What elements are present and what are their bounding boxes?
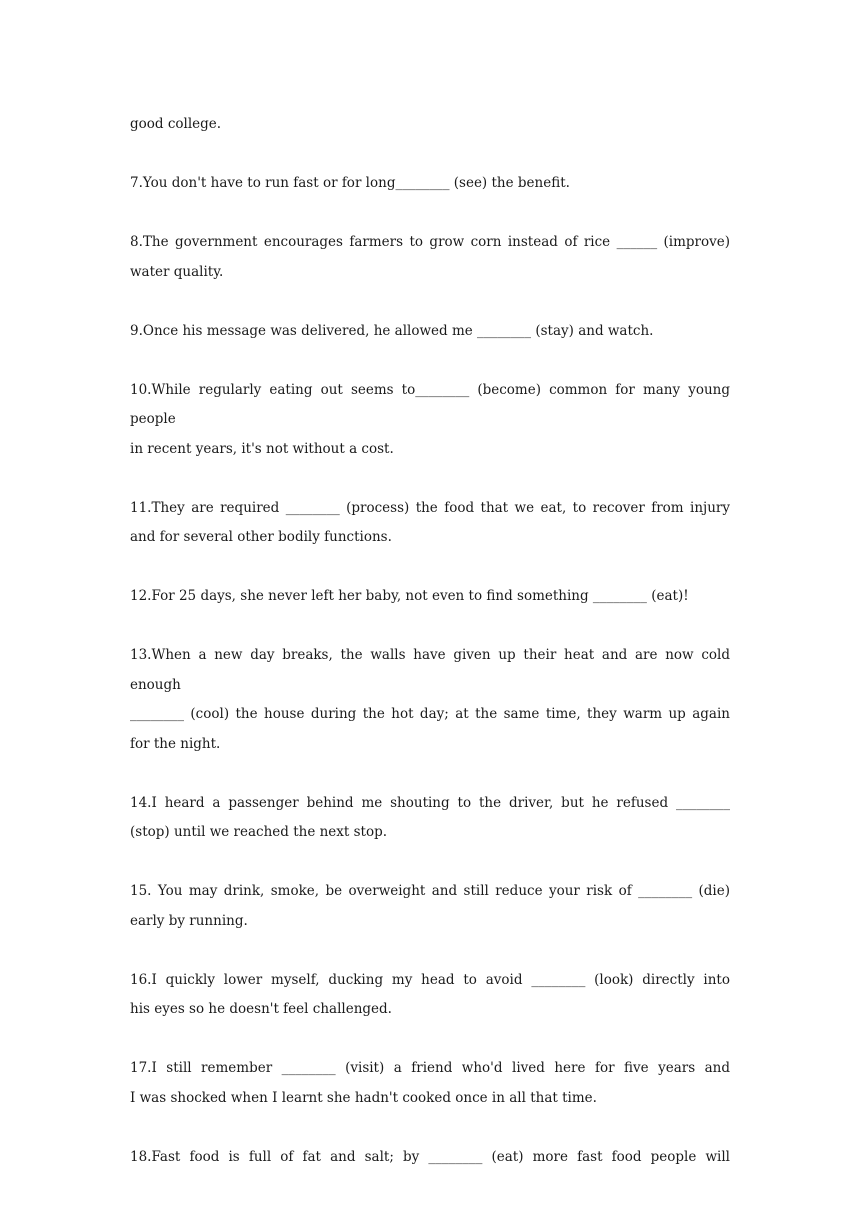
- question-18: [130, 1143, 730, 1173]
- question-line: 14.I heard a passenger behind me shouting to the driver, but he refused ________: [130, 794, 730, 811]
- question-line: water quality.: [130, 263, 224, 280]
- question-11: [130, 494, 730, 553]
- question-line: I was shocked when I learnt she hadn't cooked once in all that time.: [130, 1089, 597, 1106]
- question-line: early by running.: [130, 912, 248, 929]
- question-line: 18.Fast food is full of fat and salt; by ________ (eat) more fast food people will: [130, 1148, 730, 1165]
- question-12: [130, 582, 730, 612]
- exercise-content: [130, 110, 730, 1202]
- question-8: [130, 228, 730, 287]
- question-line: his eyes so he doesn't feel challenged.: [130, 1001, 392, 1017]
- question-line: and for several other bodily functions.: [130, 529, 392, 545]
- question-line: 7.You don't have to run fast or for long________ (see) the benefit.: [130, 175, 570, 191]
- question-13: [130, 641, 730, 759]
- question-line: 8.The government encourages farmers to grow corn instead of rice ______ (improve): [130, 234, 730, 250]
- question-line: for the night.: [130, 735, 221, 752]
- question-line: 9.Once his message was delivered, he allowed me ________ (stay) and watch.: [130, 322, 654, 339]
- question-line: 17.I still remember ________ (visit) a friend who'd lived here for five years and: [130, 1060, 730, 1076]
- question-17: [130, 1054, 730, 1113]
- question-7: [130, 169, 730, 199]
- question-line: (stop) until we reached the next stop.: [130, 824, 388, 840]
- question-line: 15. You may drink, smoke, be overweight and still reduce your risk of ________ (die): [130, 883, 730, 899]
- continued-line: good college.: [130, 116, 222, 132]
- question-line: 11.They are required ________ (process) the food that we eat, to recover from injury: [130, 499, 730, 516]
- question-line: in recent years, it's not without a cost.: [130, 440, 394, 457]
- question-16: [130, 966, 730, 1025]
- question-line: ________ (cool) the house during the hot day; at the same time, they warm up again: [130, 706, 730, 722]
- question-line: 10.While regularly eating out seems to________ (become) common for many young people: [130, 381, 730, 427]
- question-14: [130, 789, 730, 848]
- question-10: [130, 376, 730, 465]
- question-9: [130, 317, 730, 347]
- question-15: [130, 877, 730, 936]
- question-line: 12.For 25 days, she never left her baby, not even to find something ________ (eat)!: [130, 588, 689, 604]
- question-line: 16.I quickly lower myself, ducking my head to avoid ________ (look) directly into: [130, 971, 730, 988]
- question-line: 13.When a new day breaks, the walls have given up their heat and are now cold enough: [130, 647, 730, 693]
